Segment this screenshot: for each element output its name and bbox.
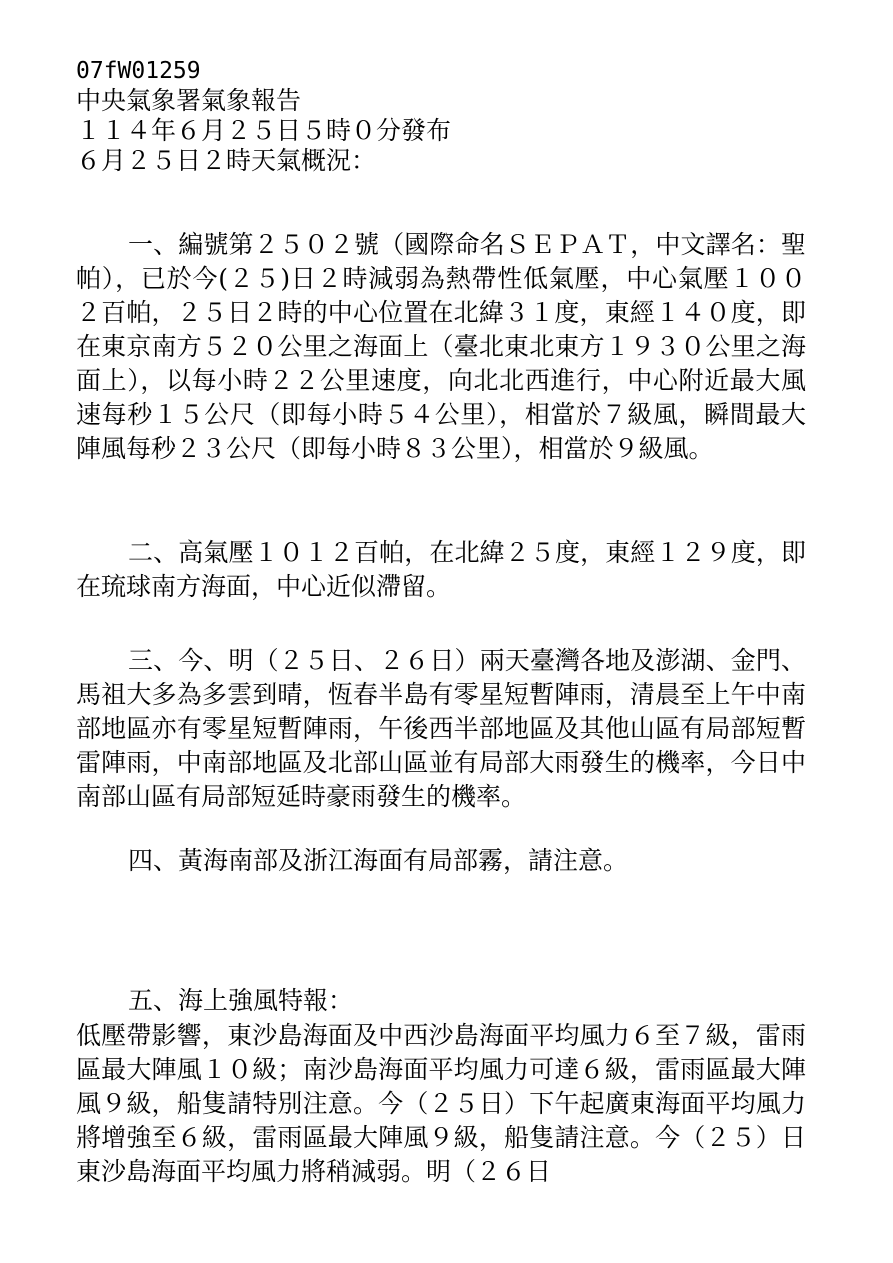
document-id: 07fW01259	[76, 58, 201, 84]
section-5-heading: 五、海上強風特報：	[128, 986, 354, 1015]
issue-time: １１４年６月２５日５時０分發布	[76, 116, 452, 145]
section-2-high-pressure: 二、高氣壓１０１２百帕，在北緯２５度，東經１２９度，即在琉球南方海面，中心近似滯留。	[76, 538, 806, 601]
section-3-forecast: 三、今、明（２５日、２６日）兩天臺灣各地及澎湖、金門、馬祖大多為多雲到晴，恆春半島有零星短暫陣雨，清晨至上午中南部地區亦有零星短暫陣雨，午後西半部地區及其他山區有局部短暫雷陣雨，中南部地區及北部山區並有局部大雨發生的機率，今日中南部山區有局部短延時豪雨發生的機率。	[76, 646, 806, 811]
report-title: 中央氣象署氣象報告	[76, 86, 302, 115]
section-4-fog: 四、黃海南部及浙江海面有局部霧，請注意。	[128, 846, 629, 875]
overview-heading: ６月２５日２時天氣概況：	[76, 146, 377, 175]
section-5-marine-wind-warning: 低壓帶影響，東沙島海面及中西沙島海面平均風力６至７級，雷雨區最大陣風１０級；南沙島海面平均風力可達６級，雷雨區最大陣風９級，船隻請特別注意。今（２５日）下午起廣東海面平均風力將增強至６級，雷雨區最大陣風９級，船隻請注意。今（２５）日東沙島海面平均風力將稍減弱。明（２６日	[76, 1021, 806, 1186]
weather-report-page	[76, 56, 816, 1186]
section-1-tropical-depression: 一、編號第２５０２號（國際命名ＳＥＰＡＴ，中文譯名：聖帕），已於今(２５)日２時減弱為熱帶性低氣壓，中心氣壓１００２百帕，２５日２時的中心位置在北緯３１度，東經１４０度，即在東京南方５２０公里之海面上（臺北東北東方１９３０公里之海面上），以每小時２２公里速度，向北北西進行，中心附近最大風速每秒１５公尺（即每小時５４公里），相當於７級風，瞬間最大陣風每秒２３公尺（即每小時８３公里），相當於９級風。	[76, 230, 806, 463]
